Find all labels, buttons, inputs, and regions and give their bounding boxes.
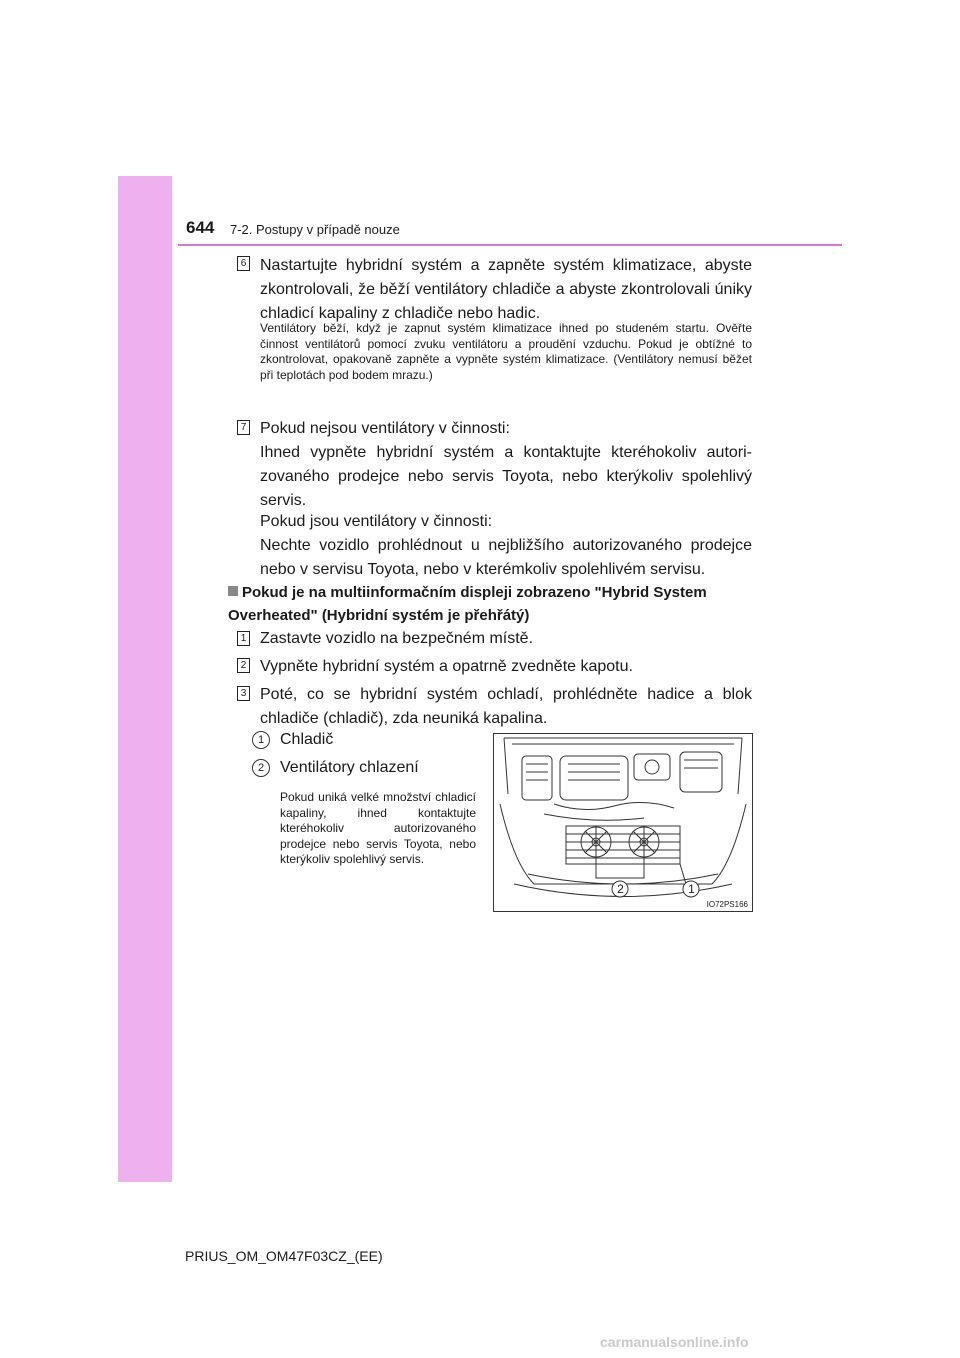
heading-text: Pokud je na multiinformačním displeji zobrazeno "Hybrid System Overheated" (Hybridní systém je přehřátý) (228, 584, 707, 624)
page-number: 644 (186, 218, 215, 237)
step-number-3: 3 (237, 686, 250, 701)
heading-bullet-icon (228, 586, 238, 596)
step-number-7: 7 (237, 420, 250, 435)
watermark: carmanualsonline.info (600, 1334, 749, 1350)
step-7-text: Pokud nejsou ventilátory v činnosti: Ihned vypněte hybridní systém a kontaktujte kteréhokoliv autorizovaného prodejce nebo servis Toyota, nebo kterýkoliv spolehlivý servis. (260, 420, 752, 509)
step-6-note: Ventilátory běží, když je zapnut systém klimatizace ihned po studeném startu. Ověřte činnost ventilátorů pomocí zvuku ventilátoru a proudění vzduchu. Pokud je obtížné to zkontrolovat, opakovaně zapněte a vypněte systém klimatizace. (Ventilátory nemusí běžet při teplotách pod bodem mrazu.) (260, 321, 752, 382)
step-number-1: 1 (237, 631, 250, 646)
step-1-text: Zastavte vozidlo na bezpečném místě. (260, 630, 534, 647)
engine-bay-illustration (493, 733, 753, 912)
step-7-extra-text: Pokud jsou ventilátory v činnosti: Nechte vozidlo prohlédnout u nejbližšího autorizovaného prodejce nebo v servisu Toyota, nebo v kterémkoliv spolehlivém servisu. (260, 513, 752, 578)
figure-callout-1: 1 (688, 882, 695, 896)
step-2-text: Vypněte hybridní systém a opatrně zvedněte kapotu. (260, 658, 633, 675)
step-number-6: 6 (237, 256, 250, 271)
section-heading (228, 582, 752, 627)
header-rule (178, 244, 842, 246)
figure-code: IO72PS166 (706, 900, 748, 909)
figure-callout-2: 2 (617, 882, 624, 896)
section-title: 7-2. Postupy v případě nouze (230, 222, 400, 237)
section-color-band (118, 176, 172, 1182)
legend-label-2: Ventilátory chlazení (280, 759, 419, 776)
legend-callout-2: 2 (252, 759, 270, 777)
legend-callout-1: 1 (252, 731, 270, 749)
warning-note: Pokud uniká velké množství chladicí kapaliny, ihned kontaktujte kteréhokoliv autorizovaného prodejce nebo servis Toyota, nebo kterýkoliv spolehlivý servis. (280, 790, 476, 866)
step-6-text: Nastartujte hybridní systém a zapněte systém klimatizace, abyste zkontrolovali, že běží ventilátory chladiče a abyste zkontrolovali úniky chladicí kapaliny z chladiče nebo hadic. (260, 257, 752, 322)
step-3-text: Poté, co se hybridní systém ochladí, prohlédněte hadice a blok chladiče (chladič), zda neuniká kapalina. (260, 686, 752, 727)
legend-label-1: Chladič (280, 731, 334, 748)
step-number-2: 2 (237, 658, 250, 673)
footer-document-id: PRIUS_OM_OM47F03CZ_(EE) (185, 1248, 383, 1264)
